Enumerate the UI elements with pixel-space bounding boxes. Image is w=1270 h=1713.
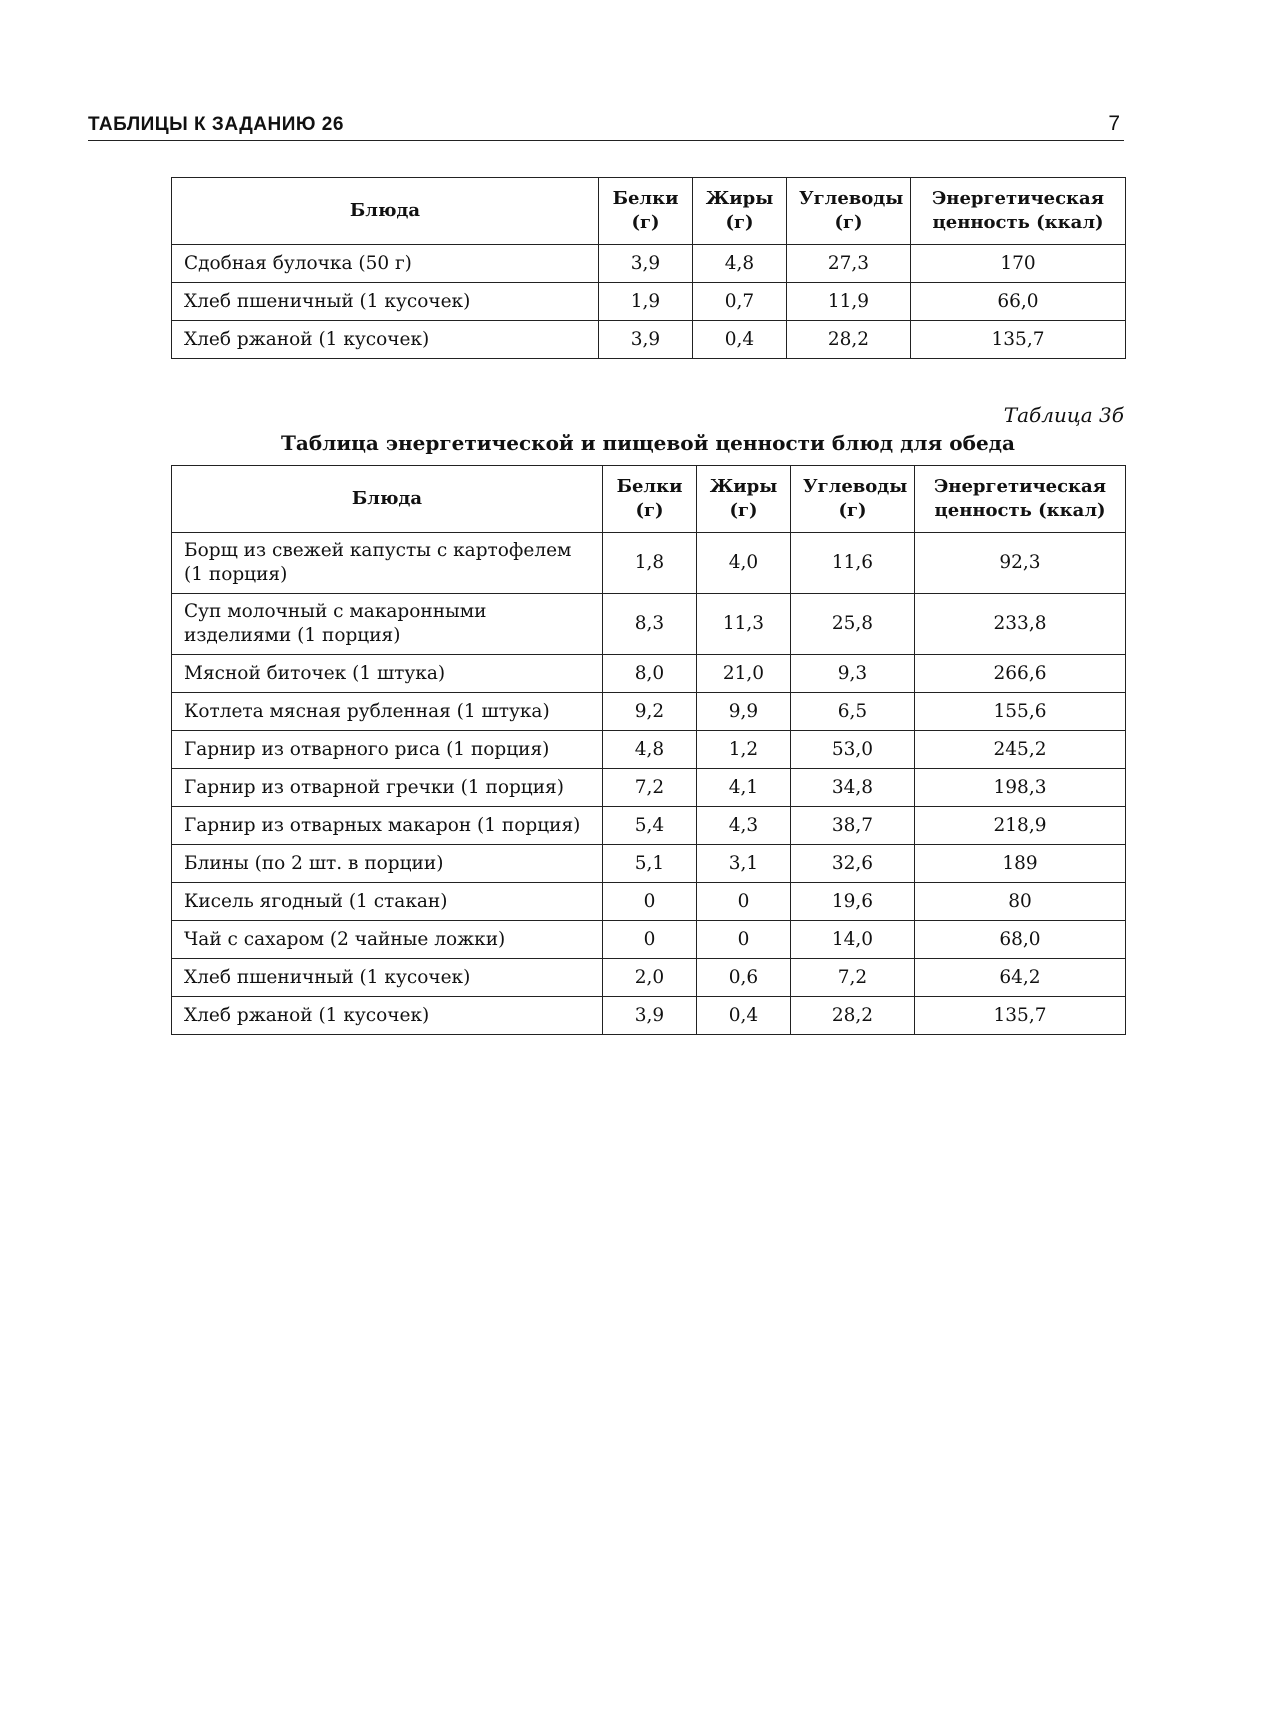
col-header-energy: Энергетическая ценность (ккал): [915, 466, 1126, 533]
cell-dish: Борщ из свежей капусты с картофелем (1 порция): [172, 533, 603, 594]
col-header-carbs: Углеводы (г): [787, 178, 911, 245]
col-header-dish: Блюда: [172, 466, 603, 533]
cell-dish: Хлеб пшеничный (1 кусочек): [172, 959, 603, 997]
table-row: [172, 693, 1126, 731]
cell-energy: 189: [915, 845, 1126, 883]
cell-dish: Мясной биточек (1 штука): [172, 655, 603, 693]
table-row: [172, 594, 1126, 655]
cell-protein: 3,9: [599, 245, 693, 283]
col-header-protein: Белки (г): [599, 178, 693, 245]
cell-protein: 3,9: [603, 997, 697, 1035]
col-header-energy: Энергетическая ценность (ккал): [911, 178, 1126, 245]
cell-energy: 170: [911, 245, 1126, 283]
cell-dish: Блины (по 2 шт. в порции): [172, 845, 603, 883]
table-row: [172, 321, 1126, 359]
cell-energy: 68,0: [915, 921, 1126, 959]
table-row: [172, 959, 1126, 997]
cell-fat: 4,1: [697, 769, 791, 807]
cell-dish: Гарнир из отварного риса (1 порция): [172, 731, 603, 769]
cell-energy: 135,7: [915, 997, 1126, 1035]
cell-protein: 0: [603, 883, 697, 921]
cell-energy: 155,6: [915, 693, 1126, 731]
nutrition-table-bread: [171, 177, 1126, 359]
cell-fat: 4,8: [693, 245, 787, 283]
cell-fat: 9,9: [697, 693, 791, 731]
nutrition-table-lunch: [171, 465, 1126, 1035]
cell-carbs: 7,2: [791, 959, 915, 997]
cell-energy: 245,2: [915, 731, 1126, 769]
cell-dish: Гарнир из отварной гречки (1 порция): [172, 769, 603, 807]
cell-dish: Чай с сахаром (2 чайные ложки): [172, 921, 603, 959]
cell-energy: 233,8: [915, 594, 1126, 655]
cell-carbs: 28,2: [787, 321, 911, 359]
cell-carbs: 11,9: [787, 283, 911, 321]
cell-fat: 4,0: [697, 533, 791, 594]
cell-protein: 3,9: [599, 321, 693, 359]
cell-carbs: 27,3: [787, 245, 911, 283]
cell-carbs: 9,3: [791, 655, 915, 693]
cell-protein: 0: [603, 921, 697, 959]
cell-dish: Суп молочный с макаронными изделиями (1 порция): [172, 594, 603, 655]
table-title: Таблица энергетической и пищевой ценности блюд для обеда: [281, 431, 1015, 455]
table-row: [172, 731, 1126, 769]
table-row: [172, 283, 1126, 321]
cell-protein: 5,4: [603, 807, 697, 845]
col-header-fat: Жиры (г): [693, 178, 787, 245]
running-title: ТАБЛИЦЫ К ЗАДАНИЮ 26: [88, 114, 344, 135]
cell-fat: 0: [697, 921, 791, 959]
table-row: [172, 807, 1126, 845]
cell-dish: Хлеб пшеничный (1 кусочек): [172, 283, 599, 321]
cell-protein: 1,9: [599, 283, 693, 321]
table-row: [172, 533, 1126, 594]
cell-protein: 8,3: [603, 594, 697, 655]
col-header-carbs: Углеводы (г): [791, 466, 915, 533]
table-label: Таблица 3б: [1003, 403, 1124, 427]
cell-protein: 7,2: [603, 769, 697, 807]
cell-carbs: 32,6: [791, 845, 915, 883]
cell-dish: Хлеб ржаной (1 кусочек): [172, 997, 603, 1035]
cell-fat: 21,0: [697, 655, 791, 693]
cell-protein: 5,1: [603, 845, 697, 883]
col-header-dish: Блюда: [172, 178, 599, 245]
cell-fat: 0: [697, 883, 791, 921]
cell-dish: Сдобная булочка (50 г): [172, 245, 599, 283]
cell-protein: 1,8: [603, 533, 697, 594]
cell-dish: Котлета мясная рубленная (1 штука): [172, 693, 603, 731]
table-row: [172, 245, 1126, 283]
cell-fat: 0,4: [697, 997, 791, 1035]
table-row: [172, 769, 1126, 807]
cell-carbs: 25,8: [791, 594, 915, 655]
cell-dish: Кисель ягодный (1 стакан): [172, 883, 603, 921]
cell-energy: 218,9: [915, 807, 1126, 845]
cell-fat: 11,3: [697, 594, 791, 655]
cell-carbs: 28,2: [791, 997, 915, 1035]
cell-energy: 64,2: [915, 959, 1126, 997]
cell-energy: 198,3: [915, 769, 1126, 807]
table-row: [172, 655, 1126, 693]
cell-carbs: 14,0: [791, 921, 915, 959]
cell-fat: 0,7: [693, 283, 787, 321]
cell-carbs: 11,6: [791, 533, 915, 594]
cell-fat: 3,1: [697, 845, 791, 883]
table-row: [172, 921, 1126, 959]
running-head: [88, 112, 1124, 141]
cell-energy: 80: [915, 883, 1126, 921]
col-header-fat: Жиры (г): [697, 466, 791, 533]
cell-fat: 0,6: [697, 959, 791, 997]
cell-protein: 2,0: [603, 959, 697, 997]
cell-protein: 9,2: [603, 693, 697, 731]
cell-energy: 92,3: [915, 533, 1126, 594]
cell-fat: 1,2: [697, 731, 791, 769]
cell-energy: 66,0: [911, 283, 1126, 321]
cell-carbs: 34,8: [791, 769, 915, 807]
cell-fat: 0,4: [693, 321, 787, 359]
col-header-protein: Белки (г): [603, 466, 697, 533]
cell-energy: 135,7: [911, 321, 1126, 359]
table-row: [172, 845, 1126, 883]
cell-carbs: 38,7: [791, 807, 915, 845]
cell-carbs: 53,0: [791, 731, 915, 769]
cell-fat: 4,3: [697, 807, 791, 845]
cell-dish: Гарнир из отварных макарон (1 порция): [172, 807, 603, 845]
table-row: [172, 883, 1126, 921]
table-header-row: [172, 178, 1126, 245]
table-row: [172, 997, 1126, 1035]
cell-carbs: 19,6: [791, 883, 915, 921]
cell-carbs: 6,5: [791, 693, 915, 731]
cell-dish: Хлеб ржаной (1 кусочек): [172, 321, 599, 359]
cell-protein: 8,0: [603, 655, 697, 693]
cell-energy: 266,6: [915, 655, 1126, 693]
page-number: 7: [1108, 112, 1120, 135]
table-header-row: [172, 466, 1126, 533]
cell-protein: 4,8: [603, 731, 697, 769]
